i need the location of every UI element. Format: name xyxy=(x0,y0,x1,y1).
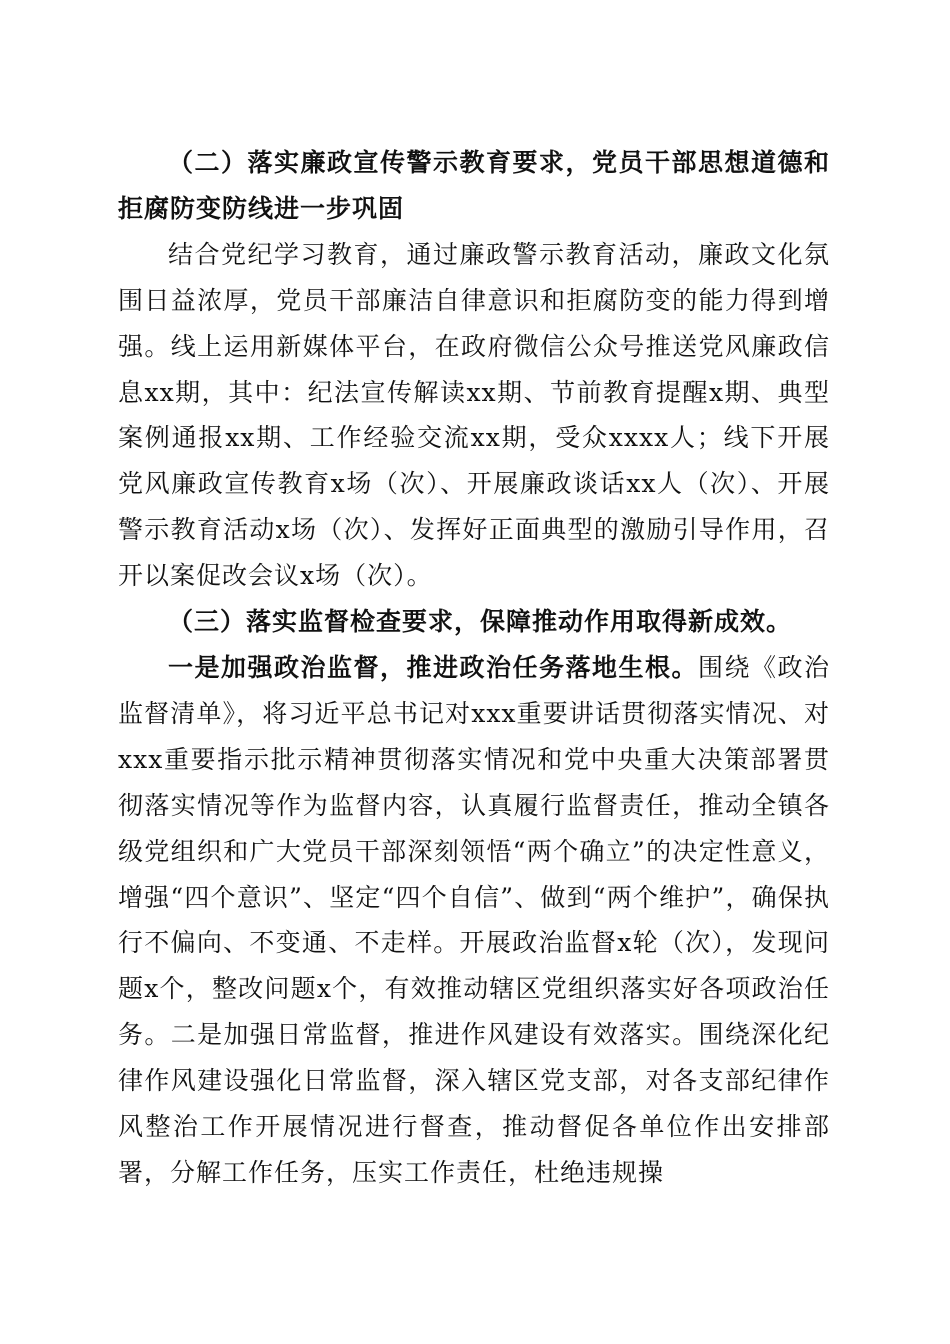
section-2-heading: （二）落实廉政宣传警示教育要求，党员干部思想道德和拒腐防变防线进一步巩固 xyxy=(118,148,830,223)
section-3-body: 围绕《政治监督清单》，将习近平总书记对xxx重要讲话贯彻落实情况、对xxx重要指示批示精神贯彻落实情况和党中央重大决策部署贯彻落实情况等作为监督内容，认真履行监督责任，推动全镇各级党组织和广大党员干部深刻领悟“两个确立”的决定性意义，增强“四个意识”、坚定“四个自信”、做到“两个维护”，确保执行不偏向、不变通、不走样。开展政治监督x轮（次），发现问题x个，整改问题x个，有效推动辖区党组织落实好各项政治任务。二是加强日常监督，推进作风建设有效落实。围绕深化纪律作风建设强化日常监督，深入辖区党支部，对各支部纪律作风整治工作开展情况进行督查，推动督促各单位作出安排部署，分解工作任务，压实工作责任，杜绝违规操 xyxy=(118,652,830,1187)
section-2-paragraph: 结合党纪学习教育，通过廉政警示教育活动，廉政文化氛围日益浓厚，党员干部廉洁自律意识和拒腐防变的能力得到增强。线上运用新媒体平台，在政府微信公众号推送党风廉政信息xx期，其中：纪法宣传解读xx期、节前教育提醒x期、典型案例通报xx期、工作经验交流xx期，受众xxxx人；线下开展党风廉政宣传教育x场（次）、开展廉政谈话xx人（次）、开展警示教育活动x场（次）、发挥好正面典型的激励引导作用，召开以案促改会议x场（次）。 xyxy=(118,239,830,591)
section-3-lead: 一是加强政治监督，推进政治任务落地生根。 xyxy=(168,652,698,682)
document-body xyxy=(118,140,830,1196)
section-3-heading: （三）落实监督检查要求，保障推动作用取得新成效。 xyxy=(168,607,793,637)
section-3-paragraph xyxy=(118,645,830,1196)
